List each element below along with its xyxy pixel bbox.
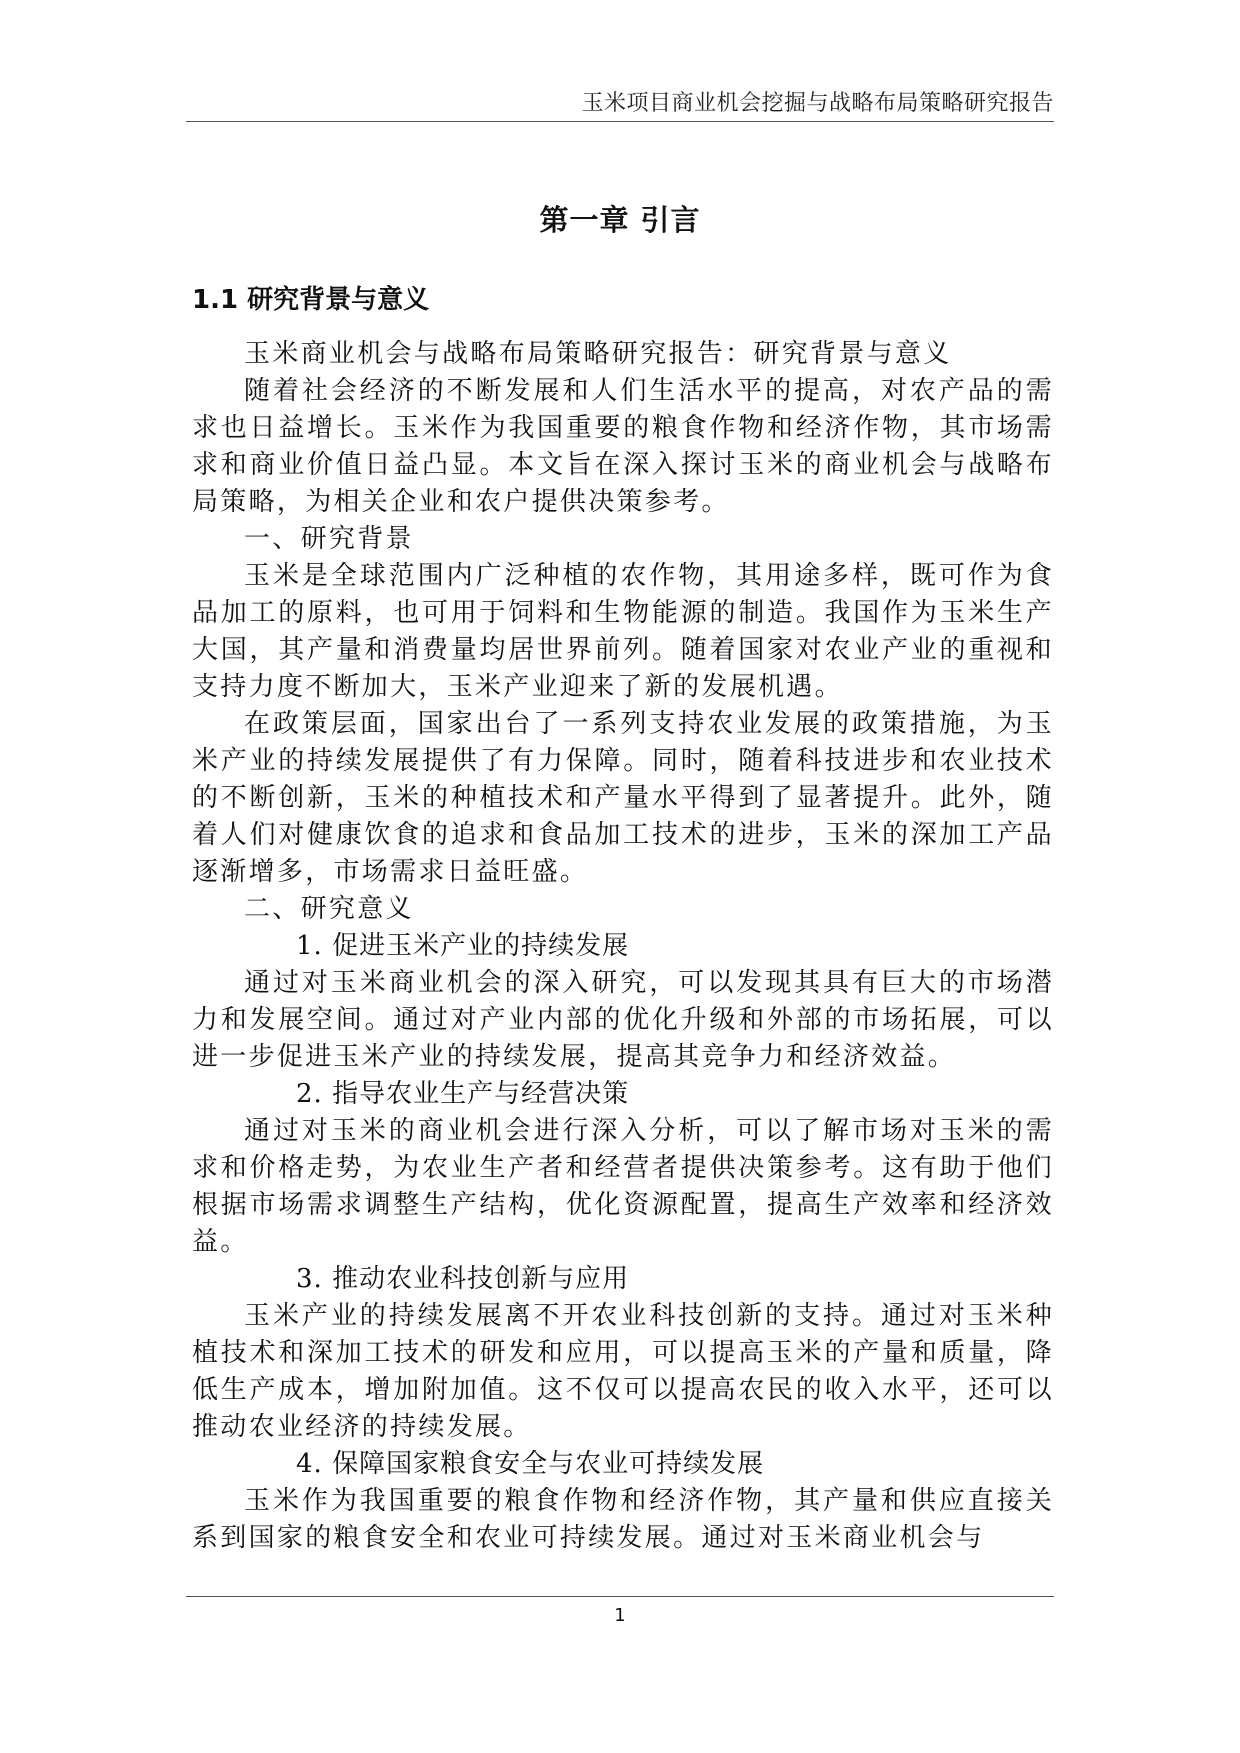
paragraph: 在政策层面，国家出台了一系列支持农业发展的政策措施，为玉米产业的持续发展提供了有力保障。同时，随着科技进步和农业技术的不断创新，玉米的种植技术和产量水平得到了显著提升。此外，随着人们对健康饮食的追求和食品加工技术的进步，玉米的深加工产品逐渐增多，市场需求日益旺盛。 (192, 709, 1054, 887)
list-heading: 3. 推动农业科技创新与应用 (296, 1264, 630, 1294)
paragraph: 玉米产业的持续发展离不开农业科技创新的支持。通过对玉米种植技术和深加工技术的研发和应用，可以提高玉米的产量和质量，降低生产成本，增加附加值。这不仅可以提高农民的收入水平，还可以推动农业经济的持续发展。 (192, 1301, 1054, 1442)
list-heading: 1. 促进玉米产业的持续发展 (296, 931, 630, 961)
paragraph: 通过对玉米商业机会的深入研究，可以发现其具有巨大的市场潜力和发展空间。通过对产业内部的优化升级和外部的市场拓展，可以进一步促进玉米产业的持续发展，提高其竞争力和经济效益。 (192, 968, 1054, 1072)
paragraph: 通过对玉米的商业机会进行深入分析，可以了解市场对玉米的需求和价格走势，为农业生产者和经营者提供决策参考。这有助于他们根据市场需求调整生产结构，优化资源配置，提高生产效率和经济效益。 (192, 1116, 1054, 1257)
list-heading: 4. 保障国家粮食安全与农业可持续发展 (296, 1449, 765, 1479)
paragraph-subtitle: 玉米商业机会与战略布局策略研究报告：研究背景与意义 (244, 339, 952, 369)
page-number: 1 (614, 1605, 626, 1626)
heading-background: 一、研究背景 (244, 524, 414, 554)
list-heading: 2. 指导农业生产与经营决策 (296, 1079, 630, 1109)
heading-significance: 二、研究意义 (244, 894, 414, 924)
paragraph: 玉米是全球范围内广泛种植的农作物，其用途多样，既可作为食品加工的原料，也可用于饲料和生物能源的制造。我国作为玉米生产大国，其产量和消费量均居世界前列。随着国家对农业产业的重视和支持力度不断加大，玉米产业迎来了新的发展机遇。 (192, 561, 1054, 702)
chapter-title: 第一章 引言 (539, 203, 701, 237)
paragraph: 随着社会经济的不断发展和人们生活水平的提高，对农产品的需求也日益增长。玉米作为我国重要的粮食作物和经济作物，其市场需求和商业价值日益凸显。本文旨在深入探讨玉米的商业机会与战略布局策略，为相关企业和农户提供决策参考。 (192, 376, 1054, 517)
header-rule (186, 121, 1054, 122)
body-text (192, 336, 1054, 1557)
paragraph: 玉米作为我国重要的粮食作物和经济作物，其产量和供应直接关系到国家的粮食安全和农业可持续发展。通过对玉米商业机会与 (192, 1486, 1054, 1553)
page-header-title: 玉米项目商业机会挖掘与战略布局策略研究报告 (581, 91, 1054, 116)
section-title: 1.1 研究背景与意义 (192, 285, 430, 315)
footer-rule (186, 1596, 1054, 1597)
